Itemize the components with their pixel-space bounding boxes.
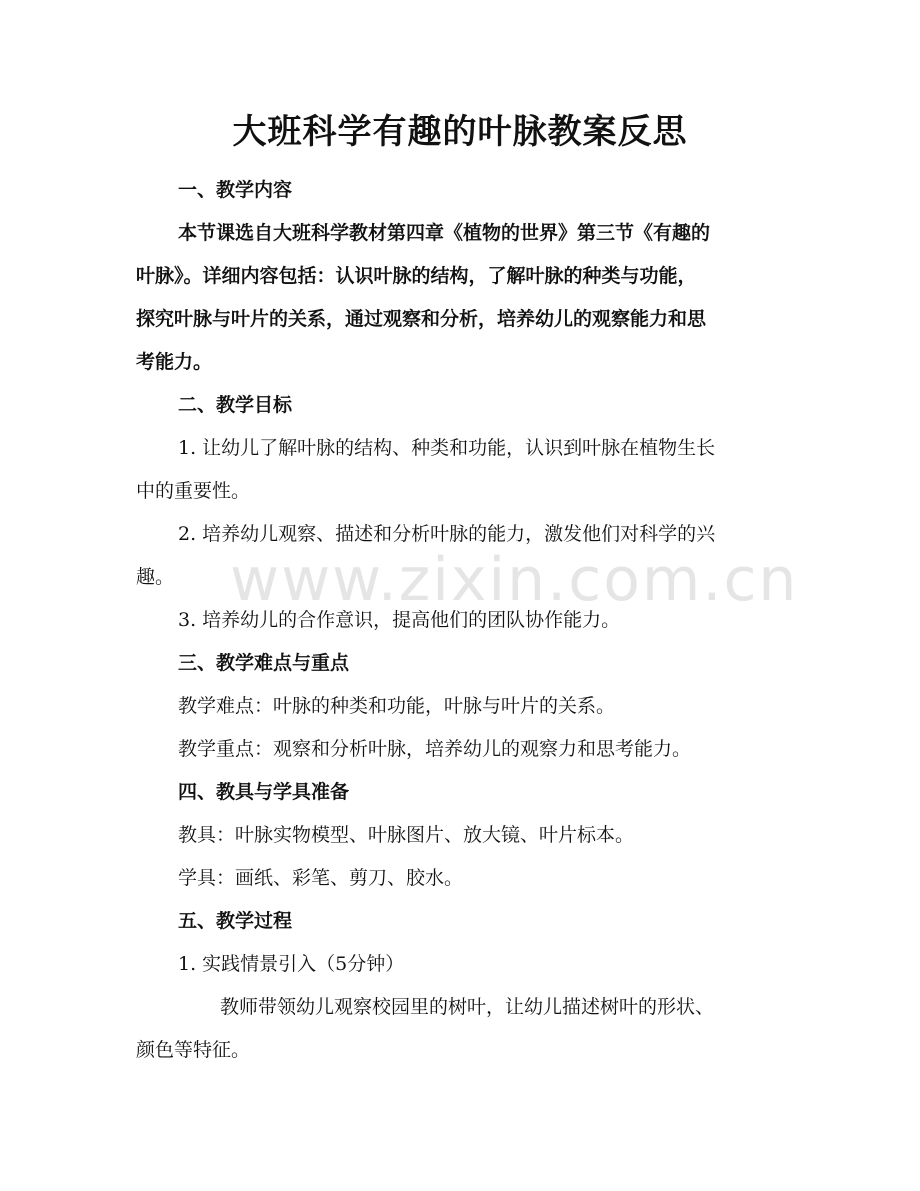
section-heading-materials: 四、教具与学具准备 [178,781,350,803]
process-step-description-continued: 颜色等特征。 [136,1039,251,1061]
teacher-tools-text: 教具：叶脉实物模型、叶脉图片、放大镜、叶片标本。 [178,824,635,846]
objective-item-continued: 趣。 [136,566,175,588]
difficulty-text: 教学难点：叶脉的种类和功能，叶脉与叶片的关系。 [178,695,616,717]
process-step-description: 教师带领幼儿观察校园里的树叶，让幼儿描述树叶的形状、 [220,996,715,1018]
paragraph-line: 探究叶脉与叶片的关系，通过观察和分析，培养幼儿的观察能力和思 [136,308,707,330]
objective-item-continued: 中的重要性。 [136,480,251,502]
process-step: 1. 实践情景引入（5分钟） [178,953,405,975]
objective-item: 3. 培养幼儿的合作意识，提高他们的团队协作能力。 [178,609,621,631]
key-point-text: 教学重点：观察和分析叶脉，培养幼儿的观察力和思考能力。 [178,738,692,760]
objective-item: 1. 让幼儿了解叶脉的结构、种类和功能，认识到叶脉在植物生长 [178,437,716,459]
section-heading-objectives: 二、教学目标 [178,394,293,416]
document-title: 大班科学有趣的叶脉教案反思 [232,112,688,152]
document-body [136,170,786,1070]
paragraph-line: 叶脉》。详细内容包括：认识叶脉的结构，了解叶脉的种类与功能， [136,265,697,287]
section-heading-difficulties: 三、教学难点与重点 [178,652,350,674]
watermark-text: www.zixin.com.cn [230,545,799,615]
objective-item: 2. 培养幼儿观察、描述和分析叶脉的能力，激发他们对科学的兴 [178,523,716,545]
student-tools-text: 学具：画纸、彩笔、剪刀、胶水。 [178,867,464,889]
paragraph-line: 考能力。 [136,351,213,373]
section-heading-process: 五、教学过程 [178,910,293,932]
paragraph-line: 本节课选自大班科学教材第四章《植物的世界》第三节《有趣的 [178,222,711,244]
section-heading-content: 一、教学内容 [178,179,293,201]
